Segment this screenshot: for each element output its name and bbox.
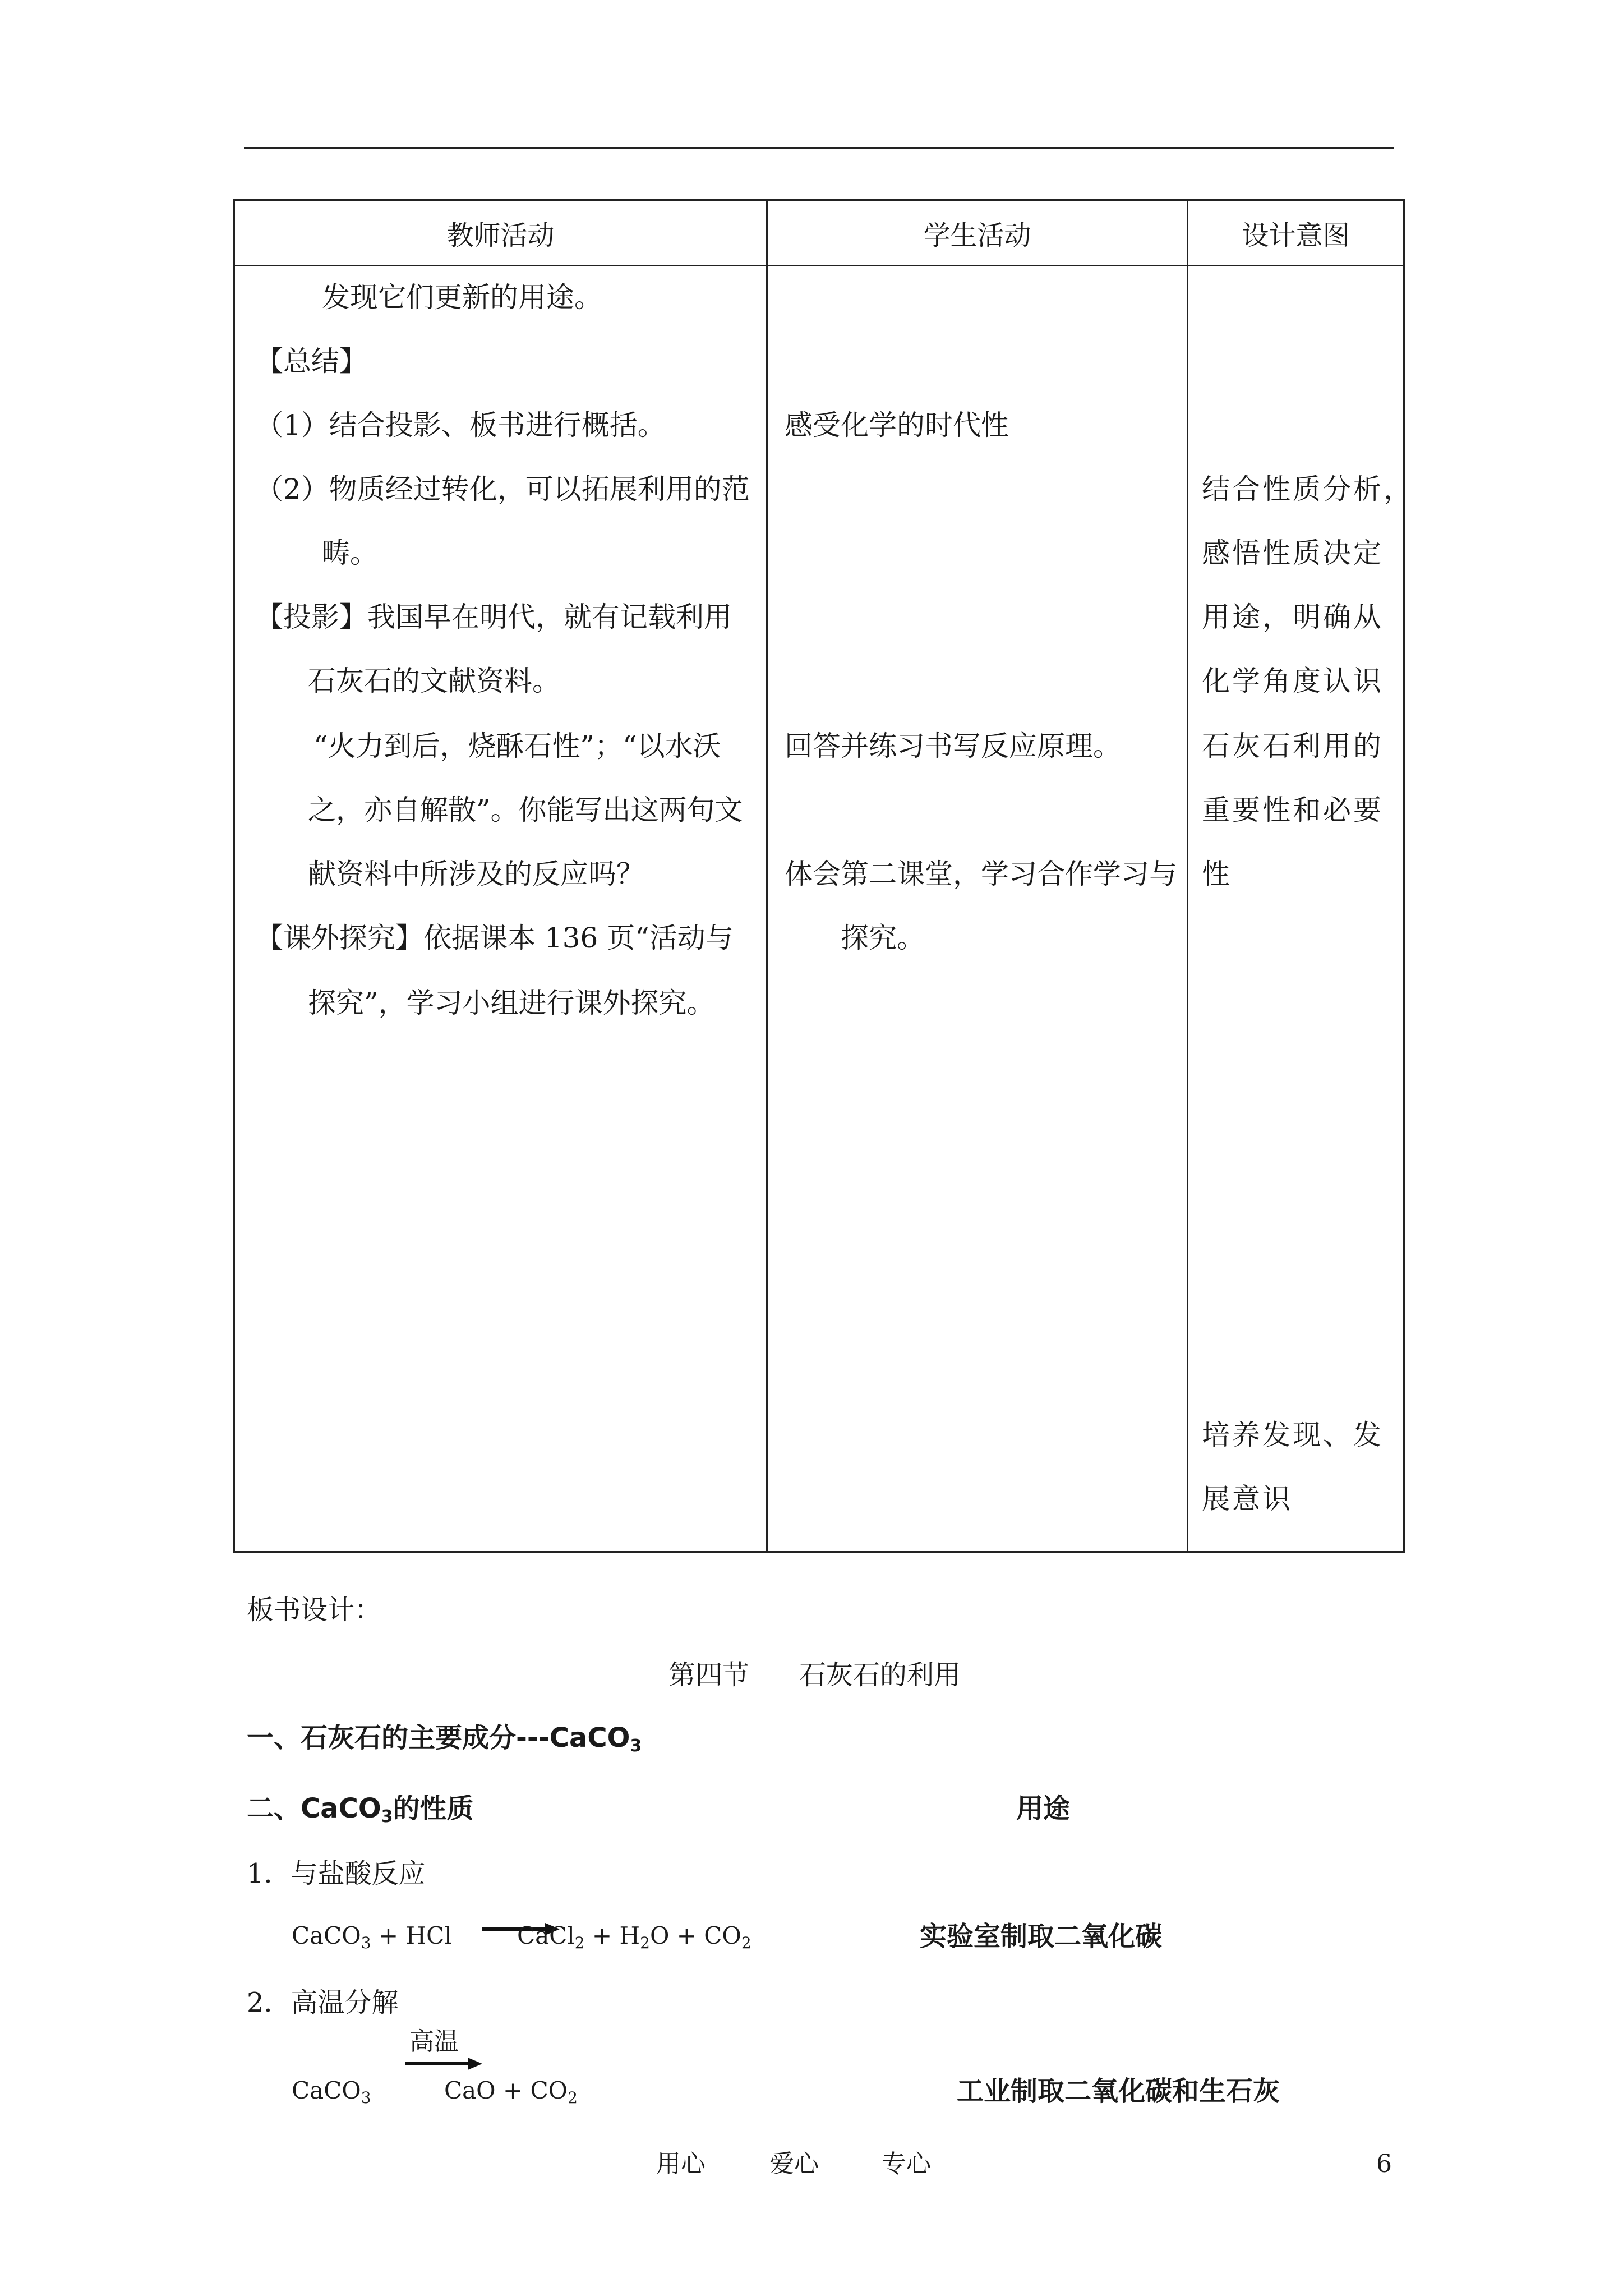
header-design-intent: 设计意图 xyxy=(1188,200,1404,266)
design-line: 性 xyxy=(1202,858,1232,890)
footer-slogan: 用心 xyxy=(656,2150,706,2178)
board-item-decomposition: 2．高温分解 xyxy=(247,1987,399,2018)
teacher-activity-cell xyxy=(234,266,767,1552)
board-section-title: 石灰石的利用 xyxy=(799,1659,961,1691)
student-activity-cell xyxy=(767,266,1188,1552)
teacher-line: “火力到后，烧酥石性”；“以水沃 xyxy=(313,730,721,762)
header-teacher-activity: 教师活动 xyxy=(234,200,767,266)
board-section-number: 第四节 xyxy=(668,1659,750,1691)
footer-slogan: 专心 xyxy=(882,2150,931,2178)
board-heading-composition: 一、石灰石的主要成分---CaCO$_3$ xyxy=(247,1722,642,1756)
board-item-hcl-reaction: 1．与盐酸反应 xyxy=(247,1858,426,1889)
design-line: 展意识 xyxy=(1202,1483,1293,1515)
student-line: 体会第二课堂，学习合作学习与 xyxy=(785,858,1177,890)
student-line: 探究。 xyxy=(841,922,925,954)
student-line: 回答并练习书写反应原理。 xyxy=(785,730,1121,762)
header-student-activity: 学生活动 xyxy=(767,200,1188,266)
equation1-use: 实验室制取二氧化碳 xyxy=(920,1921,1163,1952)
design-line: 结合性质分析， xyxy=(1202,473,1414,505)
design-line: 用途，明确从 xyxy=(1202,601,1384,633)
teacher-line: （1）结合投影、板书进行概括。 xyxy=(255,409,666,441)
board-heading-properties: 二、CaCO$_3$的性质 xyxy=(247,1793,474,1826)
design-line: 石灰石利用的 xyxy=(1202,730,1384,762)
teacher-line: 献资料中所涉及的反应吗？ xyxy=(308,858,644,890)
board-uses-label: 用途 xyxy=(1016,1793,1071,1824)
equation2-condition: 高温 xyxy=(409,2027,459,2056)
equation2-use: 工业制取二氧化碳和生石灰 xyxy=(957,2076,1280,2107)
teacher-line: （2）物质经过转化，可以拓展利用的范 xyxy=(255,473,750,505)
page-number: 6 xyxy=(1376,2150,1392,2178)
design-intent-cell xyxy=(1188,266,1414,1552)
header-rule xyxy=(244,147,1394,149)
board-design-label: 板书设计： xyxy=(247,1594,382,1626)
equation1-rhs: CaCl$_2$ + $H_2O + CO_2$ xyxy=(517,1922,751,1952)
table-body-row xyxy=(234,266,1404,1552)
equation2-rhs: CaO + $CO_2$ xyxy=(444,2077,578,2107)
teacher-line: 之，亦自解散”。你能写出这两句文 xyxy=(308,794,743,826)
teacher-line: 【课外探究】依据课本 136 页“活动与 xyxy=(255,922,734,954)
design-line: 感悟性质决定 xyxy=(1202,537,1384,569)
teacher-line: 发现它们更新的用途。 xyxy=(322,281,602,314)
footer-slogan: 爱心 xyxy=(769,2150,819,2178)
design-line: 重要性和必要 xyxy=(1202,794,1384,826)
reaction-arrow-icon xyxy=(405,2055,483,2072)
equation1-lhs: CaCO$_3$ + HCl xyxy=(292,1922,452,1952)
student-line: 感受化学的时代性 xyxy=(785,409,1009,441)
equation2-lhs: CaCO$_3$ xyxy=(292,2077,371,2107)
teacher-line: 石灰石的文献资料。 xyxy=(308,665,560,697)
teacher-line: 探究”，学习小组进行课外探究。 xyxy=(308,987,715,1019)
teacher-line: 【总结】 xyxy=(255,345,367,378)
teacher-line: 【投影】我国早在明代，就有记载利用 xyxy=(255,601,732,633)
design-line: 培养发现、发 xyxy=(1202,1419,1384,1451)
lesson-table xyxy=(233,199,1414,1553)
design-line: 化学角度认识 xyxy=(1202,665,1384,697)
table-header-row xyxy=(234,200,1404,266)
teacher-line: 畴。 xyxy=(322,537,378,569)
